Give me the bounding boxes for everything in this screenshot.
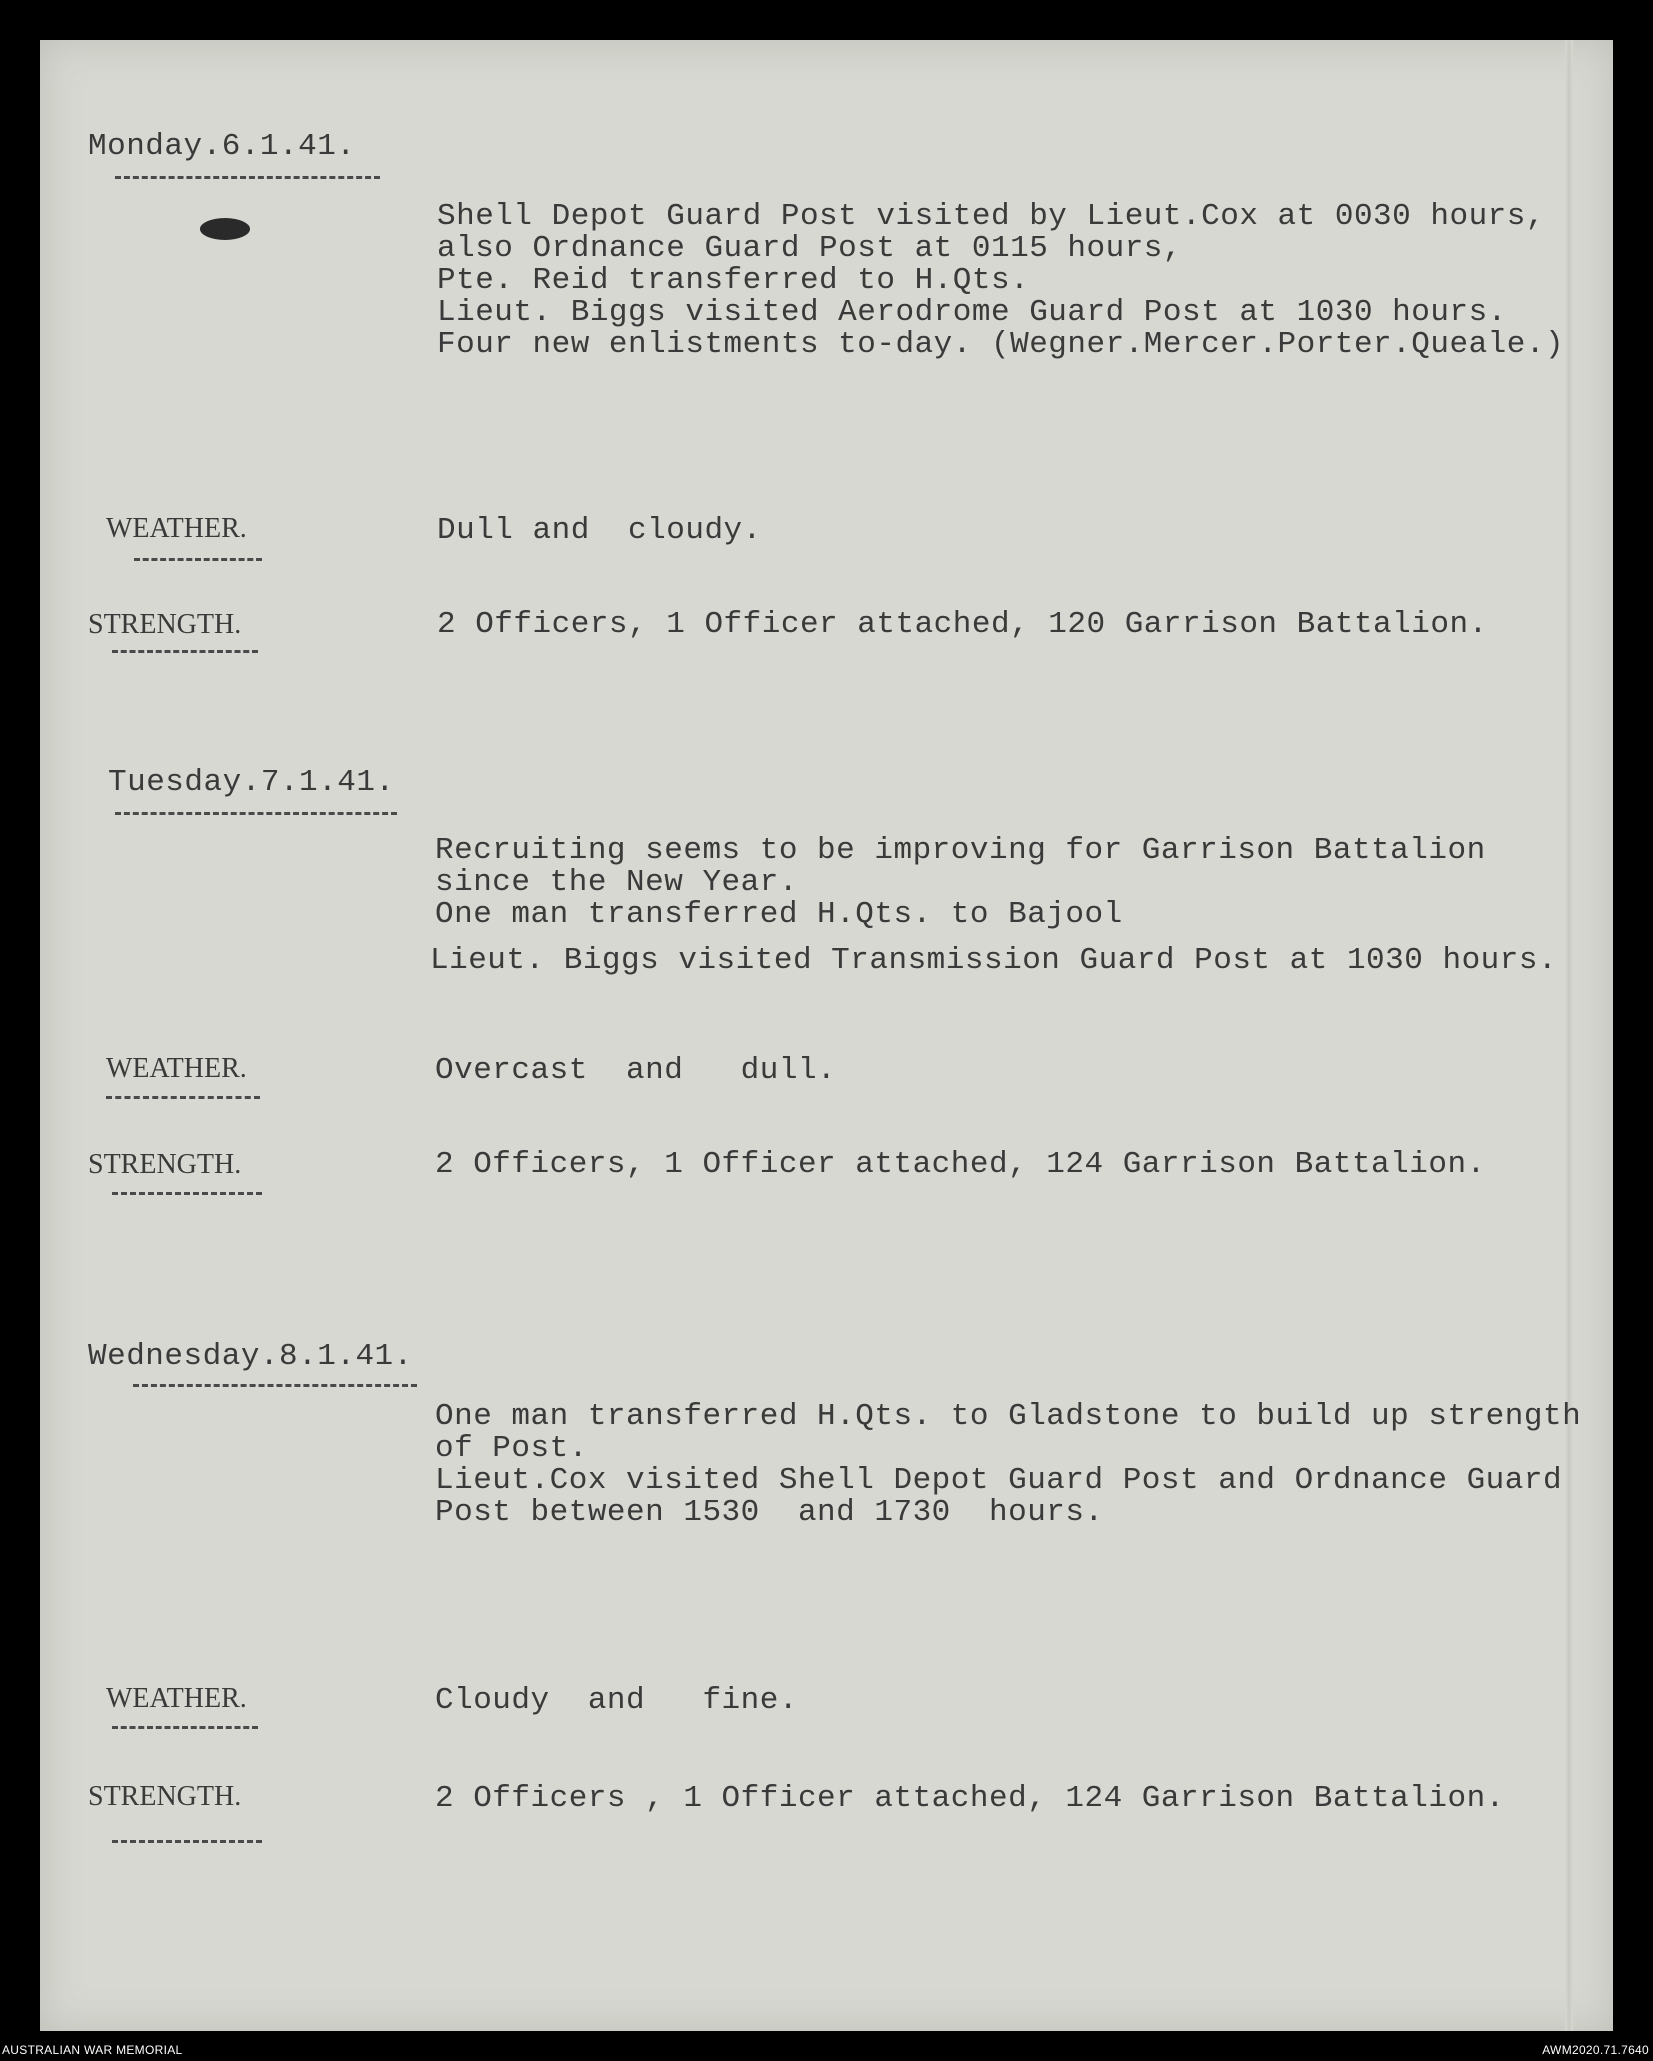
footer-credit: AUSTRALIAN WAR MEMORIAL (2, 2043, 183, 2057)
strength-label: STRENGTH. (88, 1149, 242, 1180)
entry-line: Post between 1530 and 1730 hours. (435, 1495, 1104, 1530)
entry-line: One man transferred H.Qts. to Bajool (435, 897, 1123, 932)
entry-date: Monday.6.1.41. (88, 129, 356, 164)
entry-line: also Ordnance Guard Post at 0115 hours, (437, 231, 1183, 266)
label-underline (112, 1840, 262, 1843)
weather-label: WEATHER. (106, 1053, 247, 1084)
weather-label: WEATHER. (106, 513, 247, 544)
entry-date: Tuesday.7.1.41. (108, 765, 395, 800)
strength-text: 2 Officers, 1 Officer attached, 124 Garrison Battalion. (435, 1147, 1486, 1182)
entry-line: One man transferred H.Qts. to Gladstone to build up strength (435, 1399, 1582, 1434)
ink-blot (200, 218, 250, 240)
label-underline (106, 1096, 260, 1099)
date-underline (115, 176, 380, 179)
strength-text: 2 Officers, 1 Officer attached, 120 Garrison Battalion. (437, 607, 1488, 642)
entry-line: of Post. (435, 1431, 588, 1466)
entry-line: Lieut. Biggs visited Transmission Guard Post at 1030 hours. (430, 943, 1558, 978)
entry-line: since the New Year. (435, 865, 798, 900)
weather-text: Dull and cloudy. (437, 513, 762, 548)
footer-accession-number: AWM2020.71.7640 (1542, 2043, 1649, 2057)
entry-line: Lieut. Biggs visited Aerodrome Guard Post at 1030 hours. (437, 295, 1507, 330)
weather-text: Overcast and dull. (435, 1053, 837, 1088)
entry-line: Shell Depot Guard Post visited by Lieut.Cox at 0030 hours, (437, 199, 1545, 234)
entry-line: Recruiting seems to be improving for Garrison Battalion (435, 833, 1486, 868)
entry-line: Pte. Reid transferred to H.Qts. (437, 263, 1030, 298)
label-underline (112, 650, 258, 653)
entry-date: Wednesday.8.1.41. (88, 1339, 413, 1374)
date-underline (133, 1384, 417, 1387)
label-underline (112, 1192, 262, 1195)
label-underline (134, 558, 262, 561)
entry-line: Four new enlistments to-day. (Wegner.Mercer.Porter.Queale.) (437, 327, 1565, 362)
weather-label: WEATHER. (106, 1683, 247, 1714)
strength-text: 2 Officers , 1 Officer attached, 124 Garrison Battalion. (435, 1781, 1505, 1816)
label-underline (112, 1726, 258, 1729)
page-fold (1565, 40, 1573, 2031)
date-underline (115, 812, 397, 815)
strength-label: STRENGTH. (88, 609, 242, 640)
weather-text: Cloudy and fine. (435, 1683, 798, 1718)
strength-label: STRENGTH. (88, 1781, 242, 1812)
entry-line: Lieut.Cox visited Shell Depot Guard Post and Ordnance Guard (435, 1463, 1563, 1498)
